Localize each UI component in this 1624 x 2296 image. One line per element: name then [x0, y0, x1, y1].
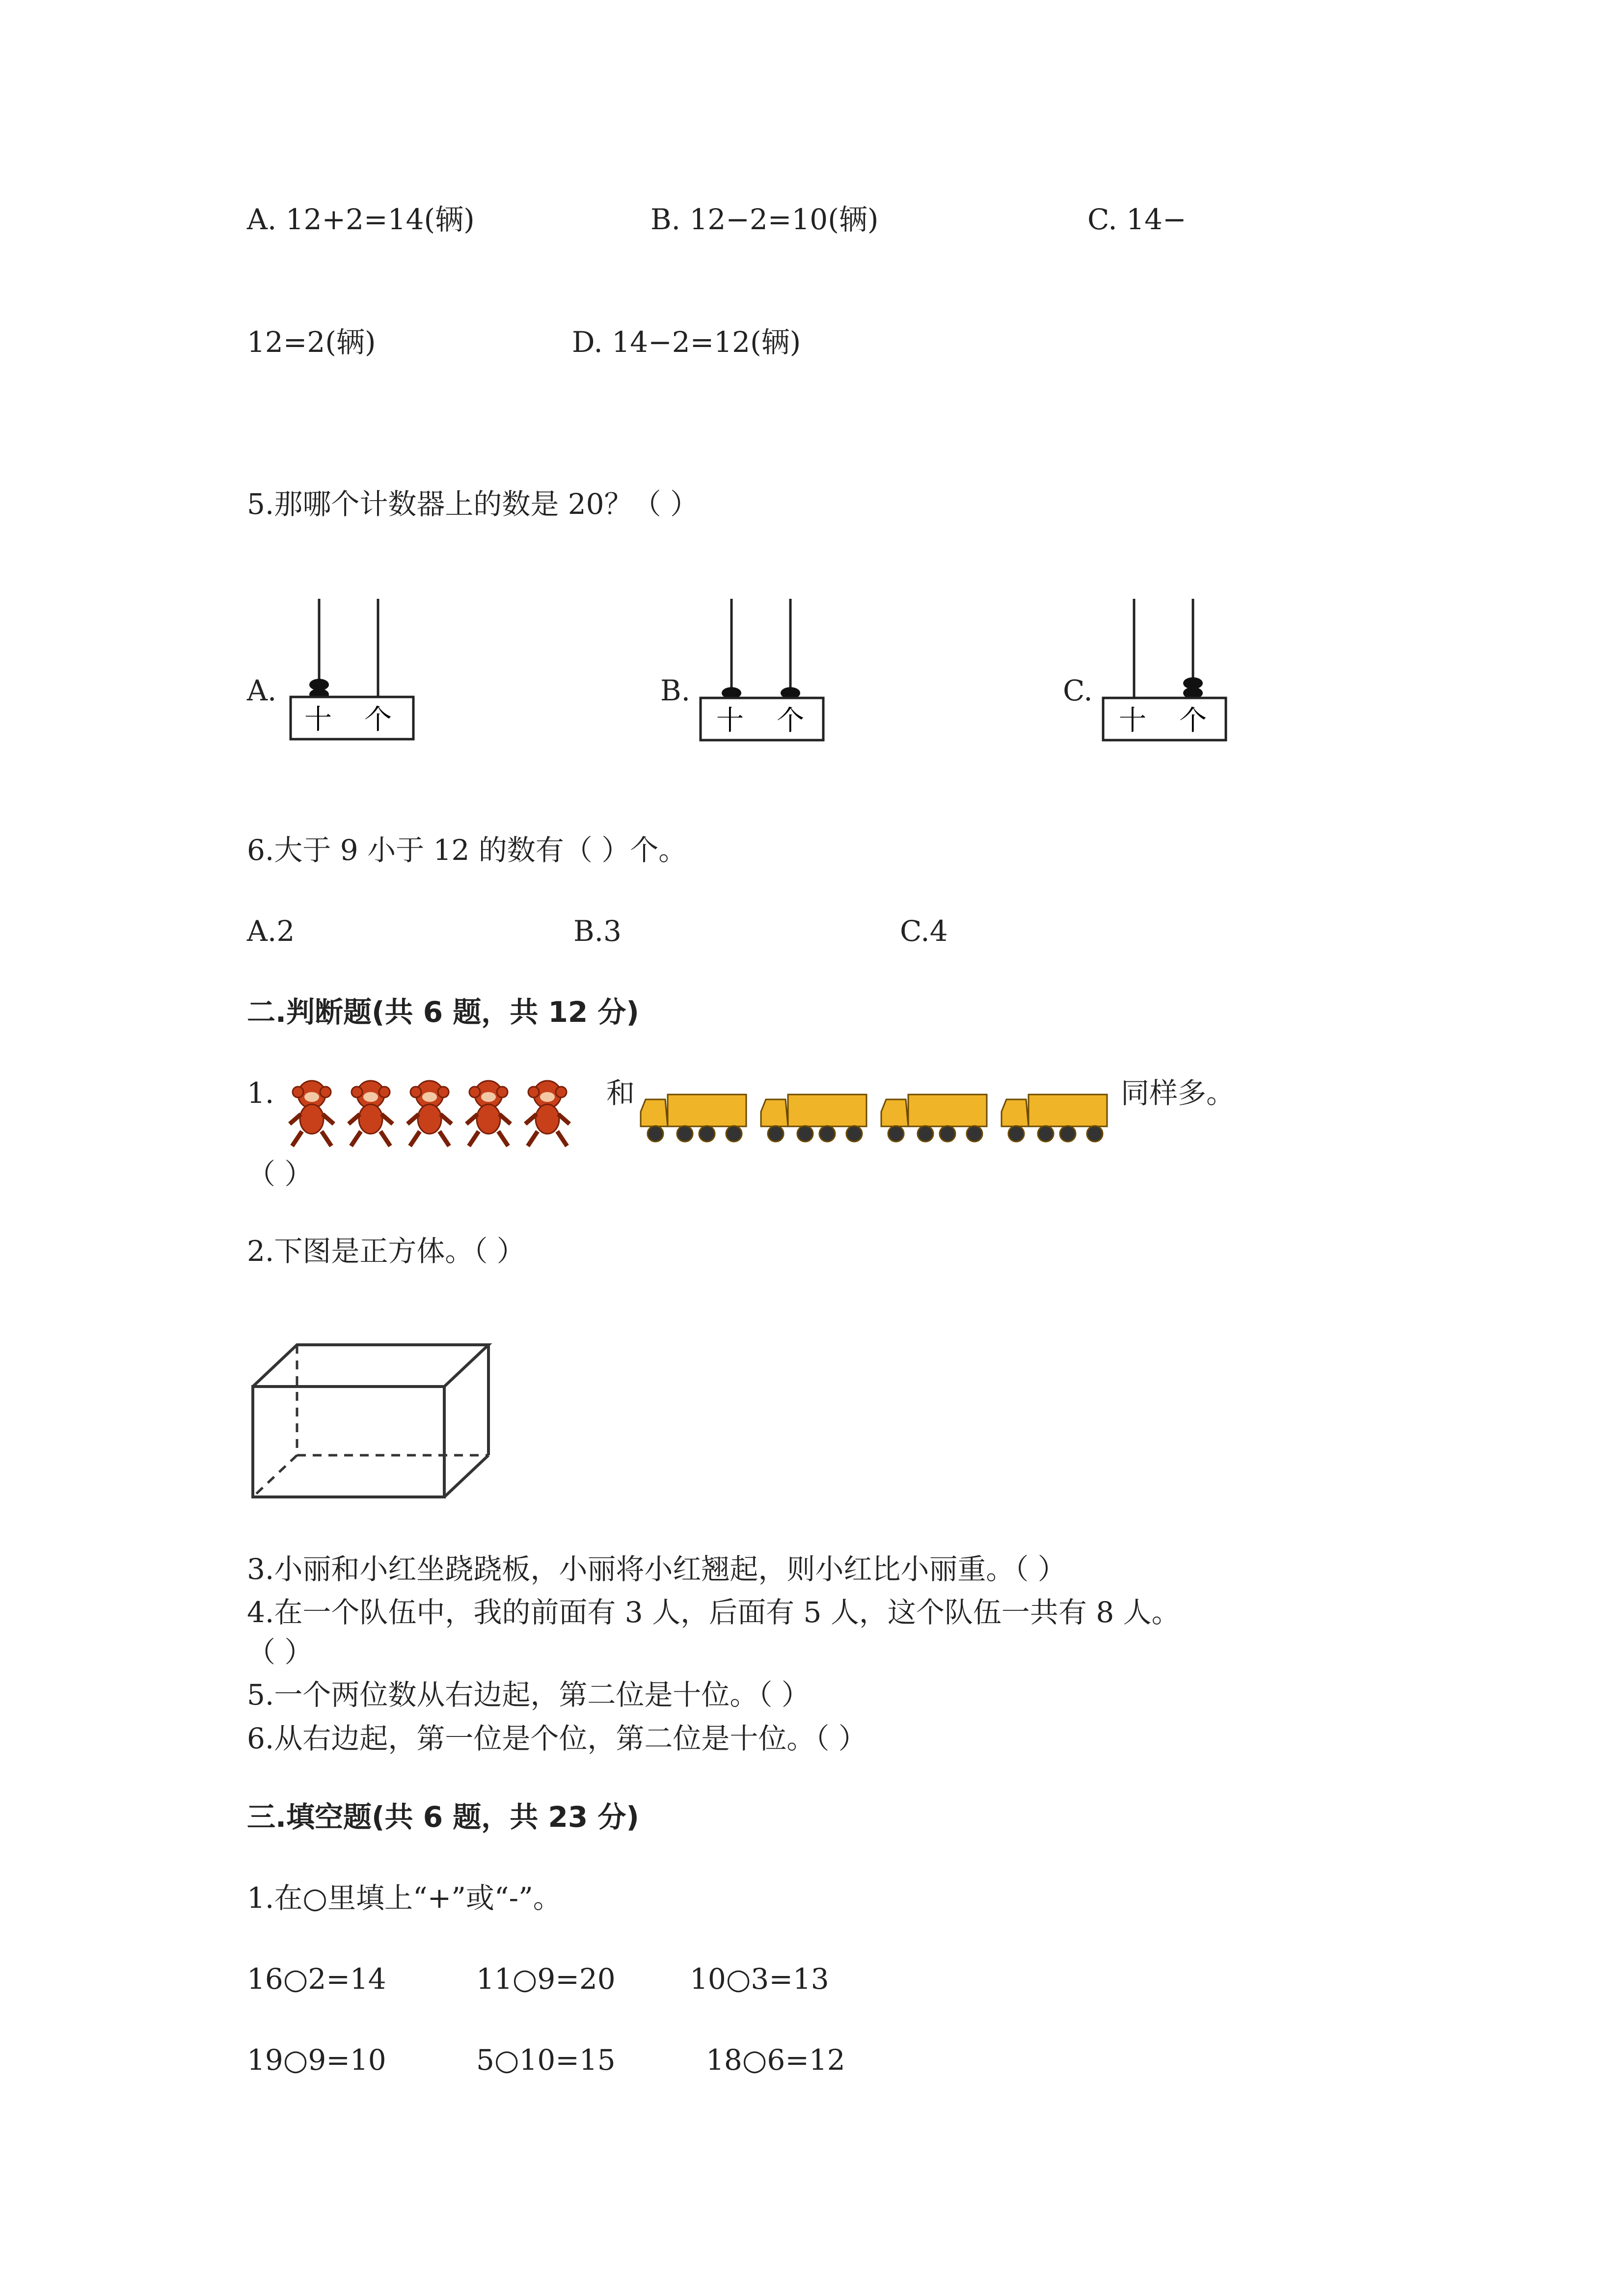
q5-label-b: B. — [660, 674, 691, 707]
q5-question: 5.那哪个计数器上的数是 20？（ ） — [247, 487, 699, 521]
abacus-b-ones: 个 — [777, 705, 804, 737]
s2-q3: 3.小丽和小红坐跷跷板，小丽将小红翘起，则小红比小丽重。（ ） — [247, 1552, 1066, 1586]
abacus-a-tens: 十 — [304, 704, 332, 736]
q4-option-b: B. 12−2=10(辆) — [650, 203, 879, 236]
q6-option-c: C.4 — [900, 914, 948, 948]
abacus-b — [695, 594, 837, 746]
abacus-c-tens: 十 — [1119, 705, 1146, 737]
q4-option-d: D. 14−2=12(辆) — [572, 325, 801, 359]
q6-option-a: A.2 — [247, 914, 295, 948]
s3-equation-4: 19○9=10 — [247, 2043, 386, 2077]
q5-label-a: A. — [247, 674, 277, 707]
s3-equation-5: 5○10=15 — [476, 2043, 616, 2077]
s3-equation-2: 11○9=20 — [476, 1962, 616, 1996]
s2-q5: 5.一个两位数从右边起，第二位是十位。（ ） — [247, 1678, 810, 1711]
monkeys-image — [282, 1077, 601, 1151]
abacus-a — [285, 594, 427, 746]
trucks-image — [638, 1085, 1114, 1151]
s2-q2: 2.下图是正方体。（ ） — [247, 1234, 525, 1268]
q4-option-a: A. 12+2=14(辆) — [247, 203, 475, 236]
s2-q6: 6.从右边起，第一位是个位，第二位是十位。（ ） — [247, 1722, 867, 1755]
abacus-a-ones: 个 — [364, 704, 392, 736]
abacus-c — [1097, 594, 1240, 746]
s2-q1-end: 同样多。 — [1121, 1076, 1235, 1110]
s3-equation-1: 16○2=14 — [247, 1962, 386, 1996]
q4-option-c-part2: 12=2(辆) — [247, 325, 376, 359]
s3-equation-6: 18○6=12 — [706, 2043, 845, 2077]
q6-question: 6.大于 9 小于 12 的数有（ ）个。 — [247, 833, 687, 867]
s2-q1-number: 1. — [247, 1076, 274, 1110]
s2-q4-paren: （ ） — [247, 1635, 313, 1669]
section2-title: 二.判断题(共 6 题，共 12 分) — [247, 995, 639, 1029]
abacus-b-tens: 十 — [716, 705, 744, 737]
q4-option-c-part1: C. 14− — [1087, 203, 1187, 236]
cuboid-figure — [248, 1340, 503, 1507]
s2-q4: 4.在一个队伍中，我的前面有 3 人，后面有 5 人，这个队伍一共有 8 人。 — [247, 1596, 1180, 1629]
q6-option-b: B.3 — [573, 914, 622, 948]
s2-q1-paren: （ ） — [247, 1157, 313, 1191]
s3-q1: 1.在○里填上“+”或“-”。 — [247, 1881, 562, 1915]
s2-q1-and: 和 — [606, 1076, 635, 1110]
section3-title: 三.填空题(共 6 题，共 23 分) — [247, 1800, 639, 1834]
s3-equation-3: 10○3=13 — [690, 1962, 829, 1996]
q5-label-c: C. — [1063, 674, 1093, 707]
abacus-c-ones: 个 — [1179, 705, 1207, 737]
